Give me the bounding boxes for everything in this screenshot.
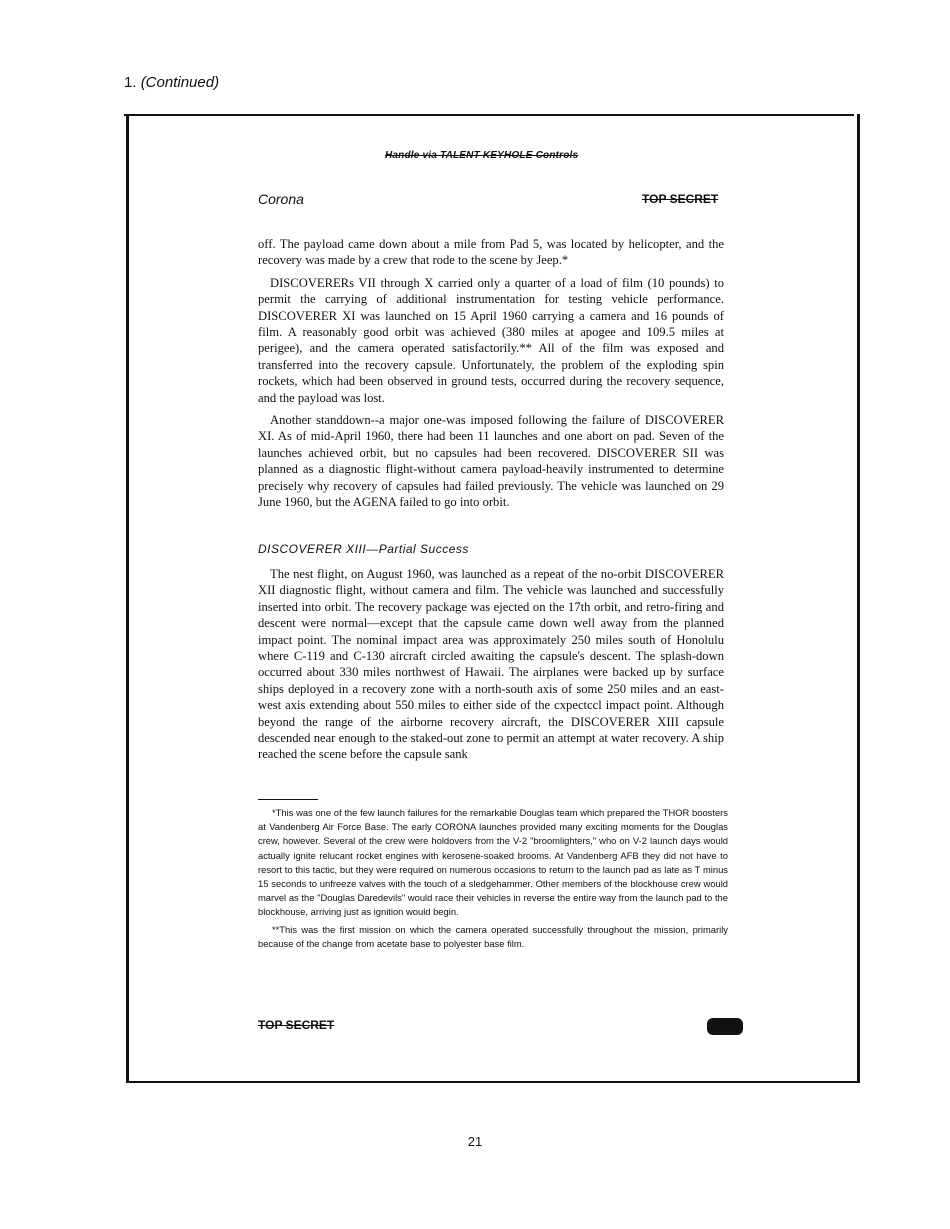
paragraph: off. The payload came down about a mile from Pad 5, was located by helicopter, and the recovery was made by a crew that rode to the scene by Jeep.* [258, 237, 724, 268]
footnote: **This was the first mission on which the camera operated successfully throughout the mission, primarily because of the change from acetate base to polyester base film. [258, 923, 728, 949]
classification-bottom: TOP SECRET [258, 1018, 335, 1032]
section-heading [124, 74, 219, 91]
body-text-section-1 [258, 236, 724, 517]
subheading: DISCOVERER XIII—Partial Success [258, 542, 469, 556]
paragraph: Another standdown--a major one-was imposed following the failure of DISCOVERER XI. As of mid-April 1960, there had been 11 launches and one abort on pad. Seven of the launches achieved orbit, but no capsules had been recovered. DISCOVERER SII was planned as a diagnostic flight-without camera payload-heavily instrumented to determine precisely why recovery of capsules had failed previously. The vehicle was launched on 29 June 1960, but the AGENA failed to go into orbit. [258, 413, 724, 510]
classification-top: TOP SECRET [642, 192, 719, 206]
codeword: Corona [258, 191, 304, 207]
paragraph: The nest flight, on August 1960, was launched as a repeat of the no-orbit DISCOVERER XII diagnostic flight, without camera and film. The vehicle was launched and successfully inserted into orbit. The recovery package was ejected on the 17th orbit, and retro-firing and descent were normal—except that the capsule came down well away from the planned impact point. The nominal impact area was approximately 250 miles south of Honolulu where C-119 and C-130 aircraft circled awaiting the capsule's descent. The splash-down occurred about 330 miles northwest of Hawaii. The airplanes were backed up by surface ships deployed in a recovery zone with a north-south axis of some 250 miles and an east-west axis extending about 550 miles to either side of the cxpectccl impact point. Although beyond the range of the airborne recovery aircraft, the DISCOVERER XIII capsule descended near enough to the staked-out zone to permit an attempt at water recovery. A ship reached the scene before the capsule sank [258, 567, 724, 762]
footnote-rule [258, 799, 318, 800]
section-label: (Continued) [140, 74, 220, 91]
section-number: 1. [124, 74, 137, 91]
body-text-section-2 [258, 566, 724, 769]
page-number: 21 [467, 1134, 483, 1149]
footnote: *This was one of the few launch failures for the remarkable Douglas team which prepared the THOR boosters at Vandenberg Air Force Base. The early CORONA launches provided many exciting moments for the Douglas crew, however. Several of the crew were holdovers from the V-2 "broomlighters," who on V-2 launch days would actually ignite relucant rocket engines with kerosene-soaked brooms. At Vandenberg AFB they did not have to resort to this tactic, but they were required on numerous occasions to return to the launch pad as late as T minus 15 seconds to unfreeze valves with the touch of a sledgehammer. Other members of the blockhouse crew would marvel as the "Douglas Daredevils" would race their vehicles in reverse the entire way from the launch pad to the blockhouse, arriving just as ignition would begin. [258, 807, 728, 918]
footnotes [258, 806, 728, 954]
handling-control-line: Handle via TALENT KEYHOLE Controls [385, 150, 579, 161]
redaction-block [707, 1018, 743, 1035]
paragraph: DISCOVERERs VII through X carried only a quarter of a load of film (10 pounds) to permit the carrying of additional instrumentation for testing vehicle performance. DISCOVERER XI was launched on 15 April 1960 carrying a camera and 16 pounds of film. A reasonably good orbit was achieved (380 miles at apogee and 109.5 miles at perigee), and the camera operated satisfactorily.** All of the film was exposed and transferred into the recovery capsule. Unfortunately, the problem of the exploding spin rockets, which had been observed in ground tests, occurred during the recovery sequence, and the payload was lost. [258, 275, 724, 405]
